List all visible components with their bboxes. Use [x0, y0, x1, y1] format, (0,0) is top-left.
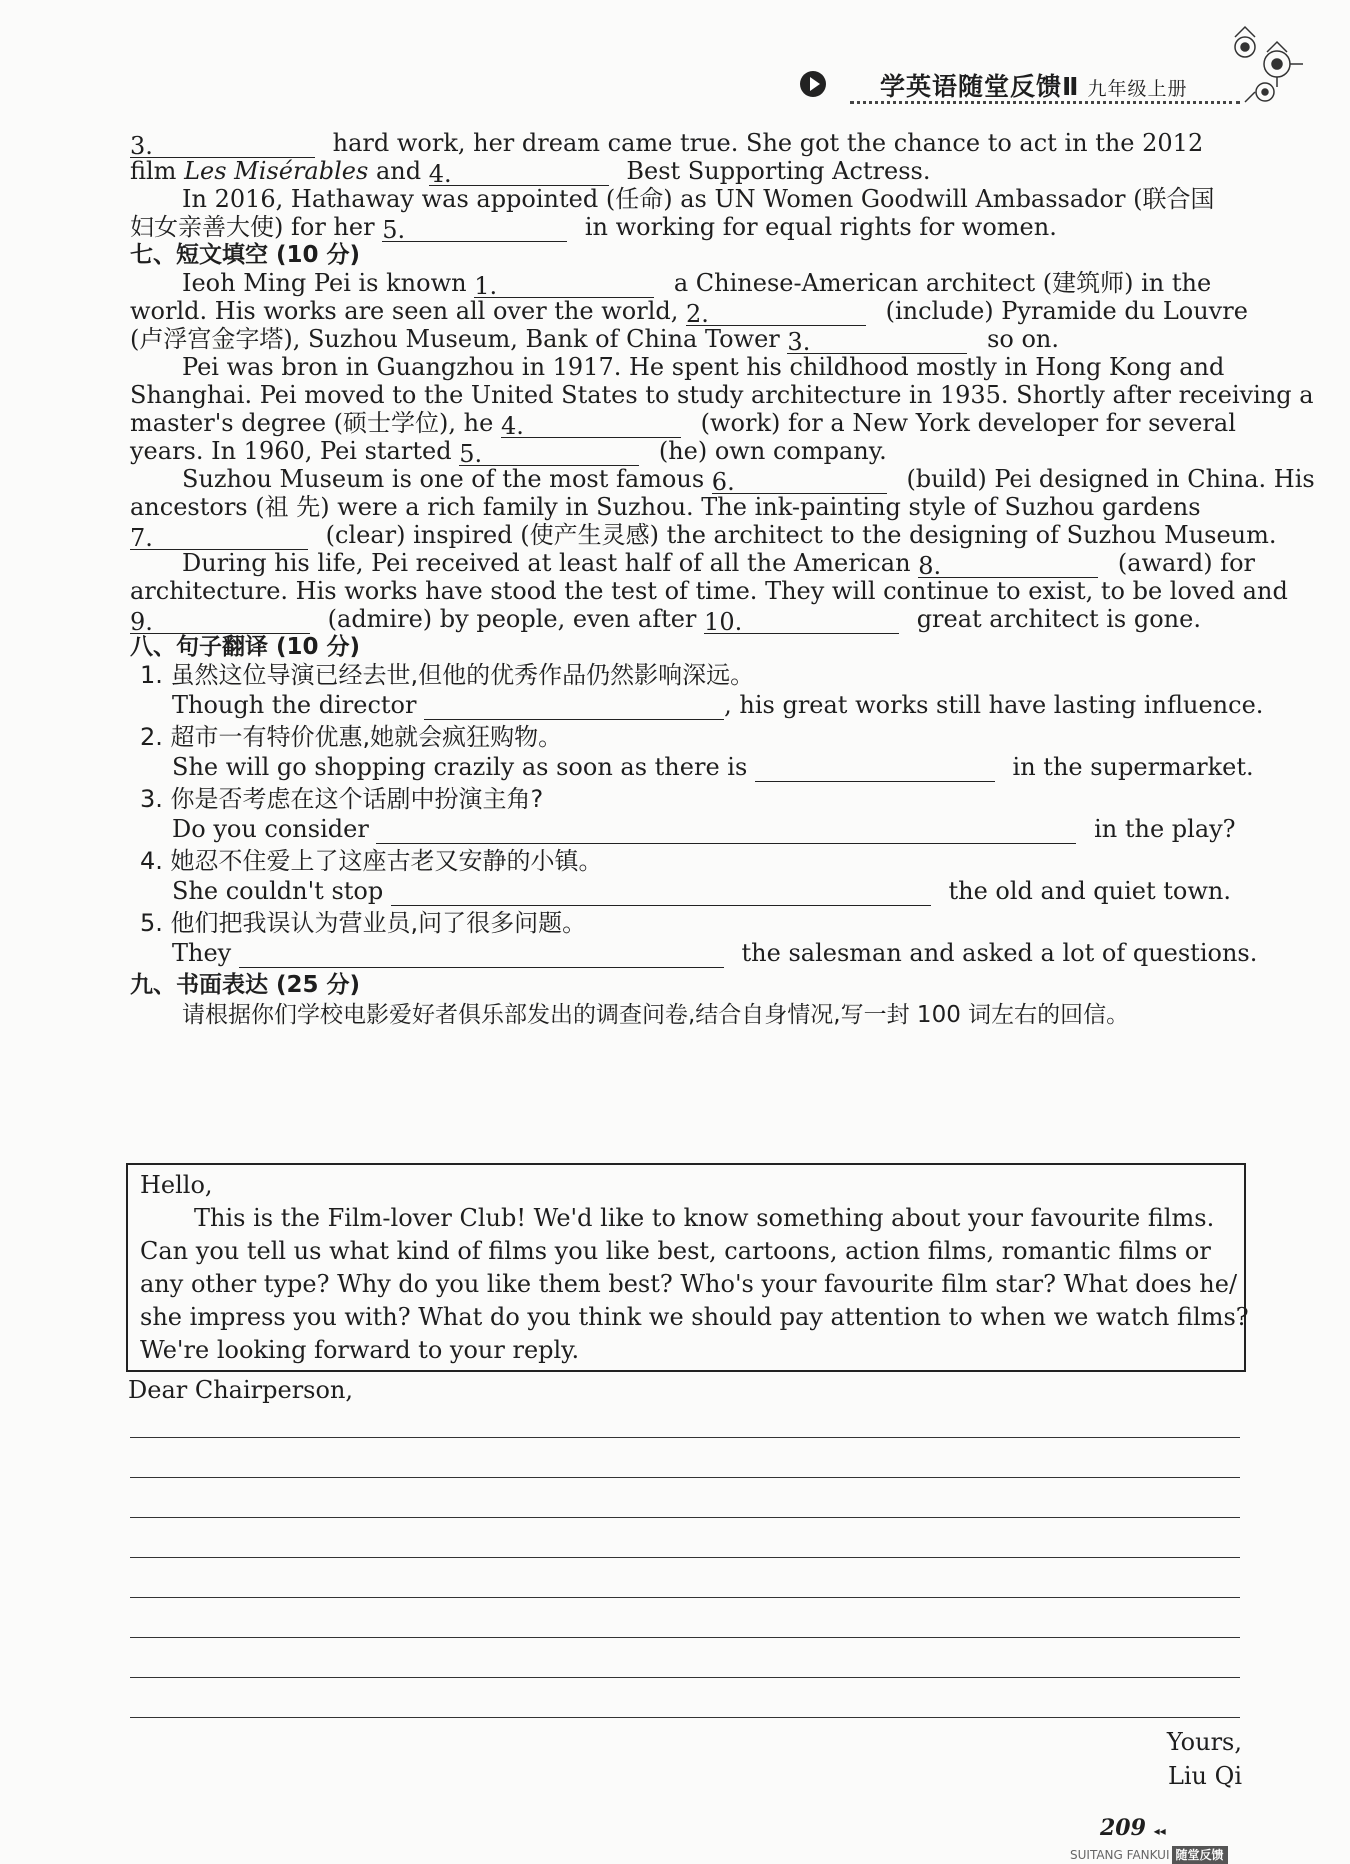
translation-answer-line: Do you consider in the play? [172, 815, 1236, 843]
answer-blank[interactable] [424, 693, 724, 720]
answer-blank[interactable]: 3. [130, 131, 315, 158]
footer-tag-cn: 随堂反馈 [1172, 1846, 1228, 1864]
footer-tag: SUITANG FANKUI 随堂反馈 [1070, 1846, 1228, 1863]
answer-blank[interactable] [239, 941, 724, 968]
writing-line[interactable] [130, 1637, 1240, 1638]
translation-question: 1. 虽然这位导演已经去世,但他的优秀作品仍然影响深远。 [140, 661, 755, 689]
translation-question: 5. 他们把我误认为营业员,问了很多问题。 [140, 909, 587, 937]
passage-line: ancestors (祖 先) were a rich family in Suzhou. The ink-painting style of Suzhou gardens [130, 493, 1201, 521]
film-title: Les Misérables [184, 157, 369, 185]
passage-line: Pei was bron in Guangzhou in 1917. He spent his childhood mostly in Hong Kong and [182, 353, 1225, 381]
box-line: This is the Film-lover Club! We'd like to know something about your favourite films. [194, 1204, 1215, 1232]
passage-line: Shanghai. Pei moved to the United States to study architecture in 1935. Shortly after receiving a [130, 381, 1314, 409]
answer-blank[interactable]: 5. [459, 439, 639, 466]
answer-blank[interactable]: 2. [686, 299, 866, 326]
passage-line: Suzhou Museum is one of the most famous 6. (build) Pei designed in China. His [182, 465, 1315, 496]
passage-line: (卢浮宫金字塔), Suzhou Museum, Bank of China Tower 3. so on. [130, 325, 1059, 356]
page-number: 209 ◂◂ [1100, 1815, 1166, 1841]
letter-greeting: Dear Chairperson, [128, 1376, 354, 1404]
writing-line[interactable] [130, 1677, 1240, 1678]
passage-line: 妇女亲善大使) for her 5. in working for equal rights for women. [130, 213, 1057, 244]
answer-blank[interactable] [391, 879, 931, 906]
answer-blank[interactable]: 9. [130, 607, 310, 634]
answer-blank[interactable] [755, 755, 995, 782]
passage-line: world. His works are seen all over the world, 2. (include) Pyramide du Louvre [130, 297, 1248, 328]
answer-blank[interactable]: 4. [501, 411, 681, 438]
answer-blank[interactable]: 8. [918, 551, 1098, 578]
writing-line[interactable] [130, 1557, 1240, 1558]
page-header [800, 55, 1230, 101]
passage-line: years. In 1960, Pei started 5. (he) own company. [130, 437, 887, 468]
section-heading: 七、短文填空 (10 分) [130, 242, 361, 268]
answer-blank[interactable]: 4. [429, 159, 609, 186]
flower-decoration-icon [1215, 22, 1315, 112]
passage-line: 9. (admire) by people, even after 10. great architect is gone. [130, 605, 1201, 636]
section-heading: 八、句子翻译 (10 分) [130, 634, 361, 660]
translation-answer-line: She couldn't stop the old and quiet town. [172, 877, 1232, 905]
writing-line[interactable] [130, 1477, 1240, 1478]
box-line: any other type? Why do you like them best? Who's your favourite film star? What does he/ [140, 1270, 1238, 1298]
translation-answer-line: Though the director , his great works still have lasting influence. [172, 691, 1264, 719]
double-arrow-left-icon: ◂◂ [1153, 1824, 1166, 1838]
questionnaire-box [126, 1163, 1249, 1372]
box-line: Can you tell us what kind of films you like best, cartoons, action films, romantic films or [140, 1237, 1211, 1265]
box-line: she impress you with? What do you think we should pay attention to when we watch films? [140, 1303, 1249, 1331]
answer-blank[interactable] [376, 817, 1076, 844]
header-dotted-rule [850, 101, 1240, 104]
answer-blank[interactable]: 1. [474, 271, 654, 298]
passage-line: master's degree (硕士学位), he 4. (work) for a New York developer for several [130, 409, 1236, 440]
book-subtitle: 九年级上册 [1087, 78, 1188, 100]
translation-question: 3. 你是否考虑在这个话剧中扮演主角? [140, 785, 544, 813]
translation-question: 2. 超市一有特价优惠,她就会疯狂购物。 [140, 723, 563, 751]
answer-blank[interactable]: 5. [382, 215, 567, 242]
box-line: We're looking forward to your reply. [140, 1336, 580, 1364]
answer-blank[interactable]: 3. [787, 327, 967, 354]
book-title: 学英语随堂反馈Ⅱ 九年级上册 [880, 72, 1188, 101]
section-heading: 九、书面表达 (25 分) [130, 972, 361, 998]
closing-phrase: Yours, [1166, 1728, 1242, 1756]
writing-instruction: 请根据你们学校电影爱好者俱乐部发出的调查问卷,结合自身情况,写一封 100 词左右的回信。 [182, 1002, 1130, 1028]
writing-line[interactable] [130, 1717, 1240, 1718]
writing-line[interactable] [130, 1597, 1240, 1598]
passage-line: During his life, Pei received at least half of all the American 8. (award) for [182, 549, 1255, 580]
play-circle-icon [800, 71, 826, 97]
box-line: Hello, [140, 1171, 213, 1199]
passage-line: 3. hard work, her dream came true. She got the chance to act in the 2012 [130, 129, 1204, 160]
translation-answer-line: She will go shopping crazily as soon as there is in the supermarket. [172, 753, 1254, 781]
passage-line: 7. (clear) inspired (使产生灵感) the architect to the designing of Suzhou Museum. [130, 521, 1277, 552]
letter-closing [1167, 1725, 1242, 1793]
answer-blank[interactable]: 6. [712, 467, 887, 494]
signature-name: Liu Qi [1167, 1762, 1242, 1790]
translation-answer-line: They the salesman and asked a lot of questions. [172, 939, 1258, 967]
writing-line[interactable] [130, 1517, 1240, 1518]
passage-line: film Les Misérables and 4. Best Supporting Actress. [130, 157, 931, 188]
passage-line: Ieoh Ming Pei is known 1. a Chinese-American architect (建筑师) in the [182, 269, 1212, 300]
passage-line: In 2016, Hathaway was appointed (任命) as UN Women Goodwill Ambassador (联合国 [182, 185, 1215, 213]
writing-line[interactable] [130, 1437, 1240, 1438]
passage-line: architecture. His works have stood the test of time. They will continue to exist, to be loved and [130, 577, 1288, 605]
answer-blank[interactable]: 10. [704, 607, 899, 634]
translation-question: 4. 她忍不住爱上了这座古老又安静的小镇。 [140, 847, 603, 875]
answer-blank[interactable]: 7. [130, 523, 308, 550]
